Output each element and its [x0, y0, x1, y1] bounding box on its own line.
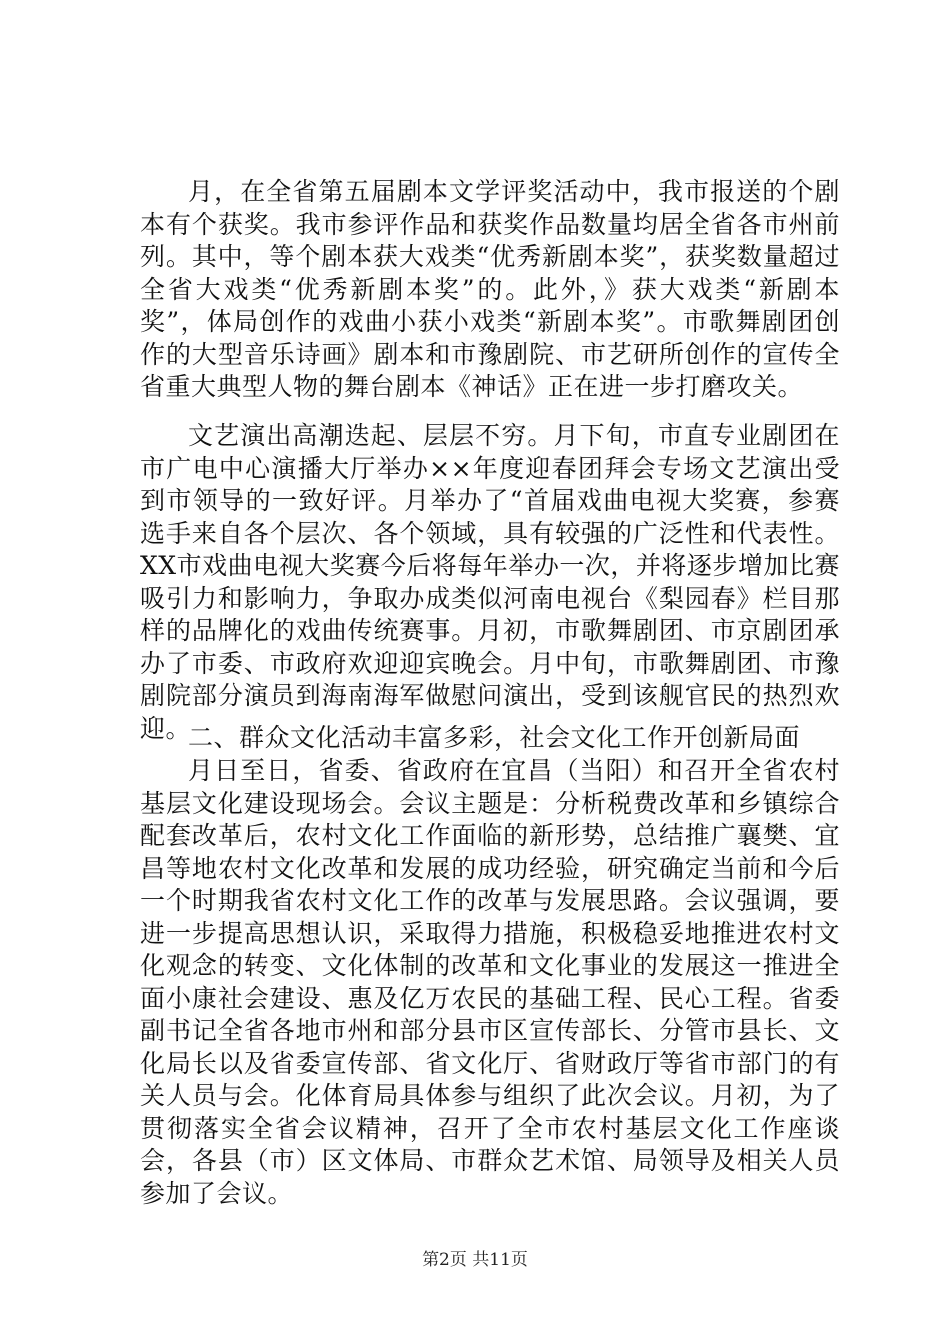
page-number-footer: 第2页 共11页: [422, 1250, 528, 1270]
section-heading-mass-culture: 二、群众文化活动丰富多彩，社会文化工作开创新局面: [188, 723, 801, 752]
body-paragraph-script-awards: 月，在全省第五届剧本文学评奖活动中，我市报送的个剧本有个获奖。我市参评作品和获奖作品数量均居全省各市州前列。其中，等个剧本获大戏类“优秀新剧本奖”，获奖数量超过全省大戏类“优秀新剧本奖”的。此外，》获大戏类“新剧本奖”，体局创作的戏曲小获小戏类“新剧本奖”。市歌舞剧团创作的大型音乐诗画》剧本和市豫剧院、市艺研所创作的宣传全省重大典型人物的舞台剧本《神话》正在进一步打磨攻关。: [140, 177, 840, 401]
body-paragraph-performances: 文艺演出高潮迭起、层层不穷。月下旬，市直专业剧团在市广电中心演播大厅举办××年度迎春团拜会专场文艺演出受到市领导的一致好评。月举办了“首届戏曲电视大奖赛，参赛选手来自各个层次、各个领域，具有较强的广泛性和代表性。XX市戏曲电视大奖赛今后将每年举办一次，并将逐步增加比赛吸引力和影响力，争取办成类似河南电视台《梨园春》栏目那样的品牌化的戏曲传统赛事。月初，市歌舞剧团、市京剧团承办了市委、市政府欢迎迎宾晚会。月中旬，市歌舞剧团、市豫剧院部分演员到海南海军做慰问演出，受到该舰官民的热烈欢迎。: [140, 421, 840, 743]
body-paragraph-rural-culture-meeting: 月日至日，省委、省政府在宜昌（当阳）和召开全省农村基层文化建设现场会。会议主题是：分析税费改革和乡镇综合配套改革后，农村文化工作面临的新形势，总结推广襄樊、宜昌等地农村文化改革和发展的成功经验，研究确定当前和今后一个时期我省农村文化工作的改革与发展思路。会议强调，要进一步提高思想认识，采取得力措施，积极稳妥地推进农村文化观念的转变、文化体制的改革和文化事业的发展这一推进全面小康社会建设、惠及亿万农民的基础工程、民心工程。省委副书记全省各地市州和部分县市区宣传部长、分管市县长、文化局长以及省委宣传部、省文化厅、省财政厅等省市部门的有关人员与会。化体育局具体参与组织了此次会议。月初，为了贯彻落实全省会议精神，召开了全市农村基层文化工作座谈会，各县（市）区文体局、市群众艺术馆、局领导及相关人员参加了会议。: [140, 756, 840, 1208]
